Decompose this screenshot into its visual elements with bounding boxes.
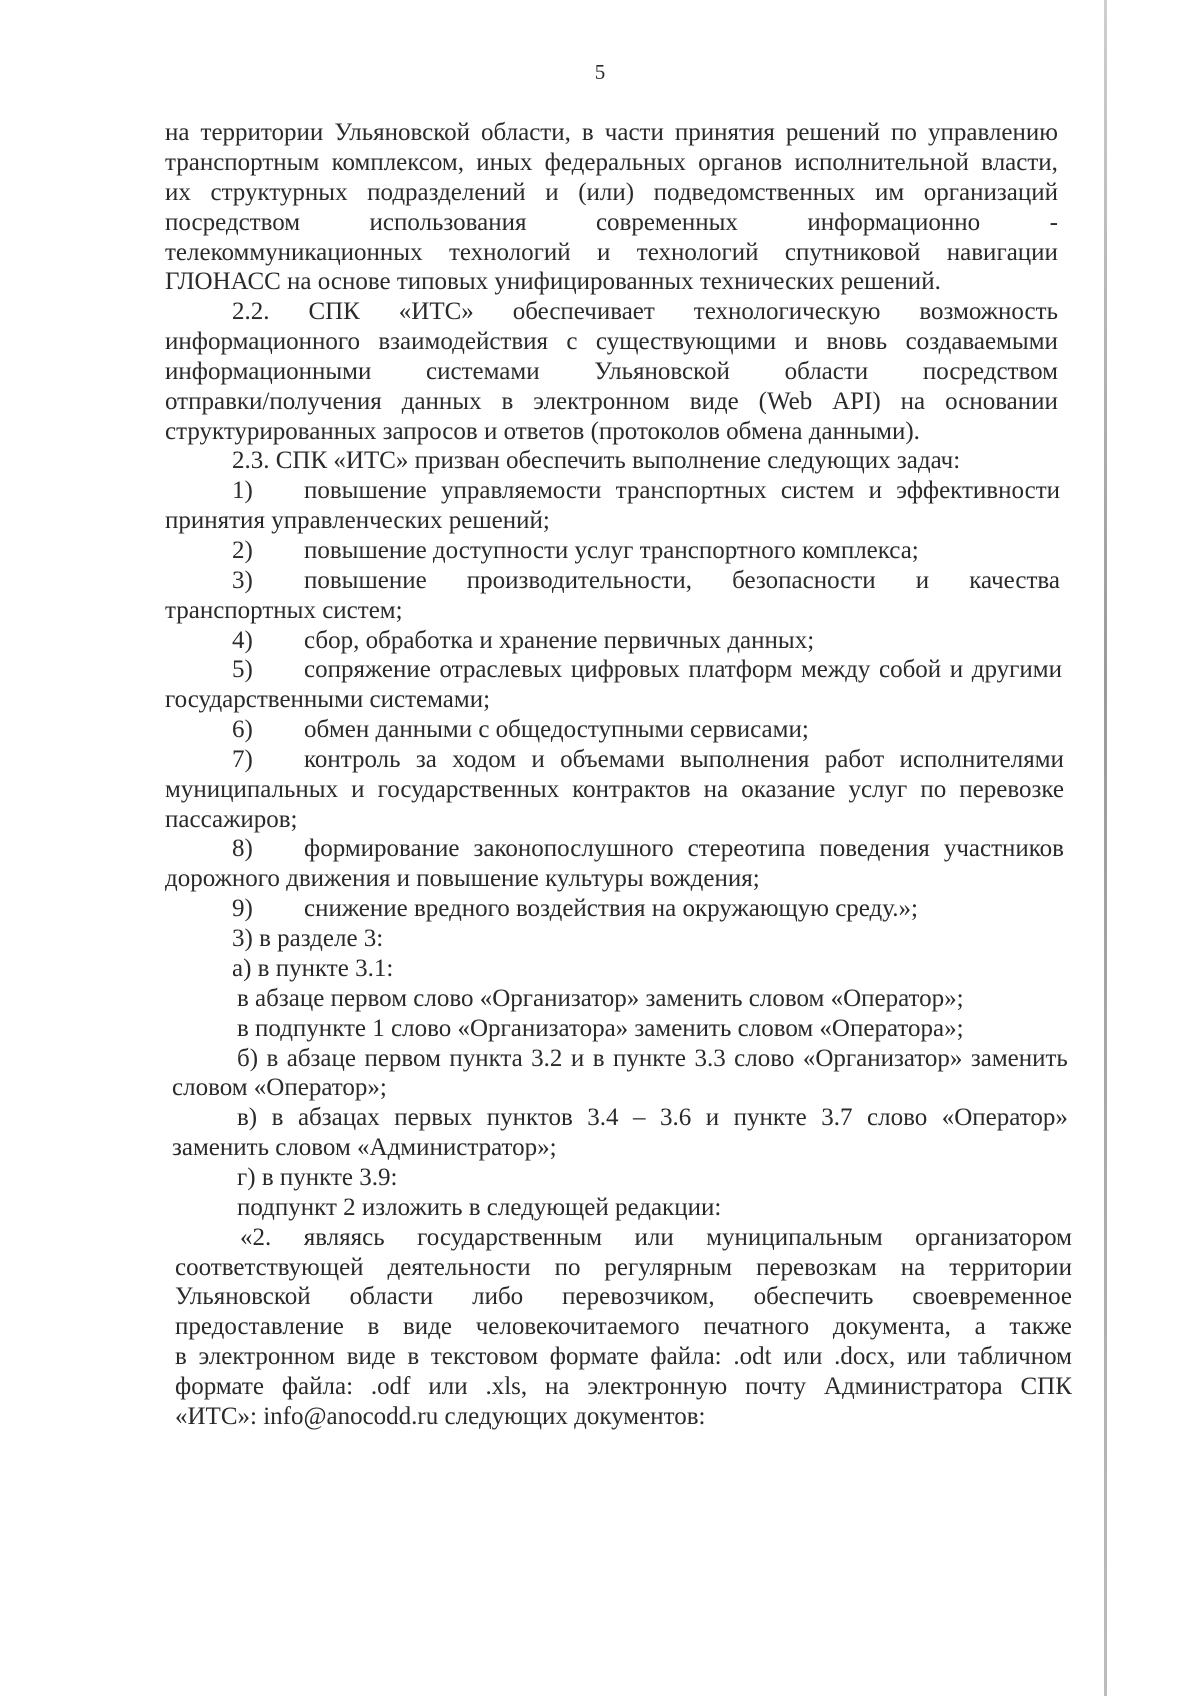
text-line: структурированных запросов и ответов (протоколов обмена данными). [165, 418, 920, 445]
text-line: предоставление в виде человекочитаемого печатного документа, а также [175, 1313, 1072, 1340]
text-line: 3) в разделе 3: [232, 925, 384, 952]
text-line: заменить словом «Администратор»; [172, 1134, 557, 1161]
text-line: подпункт 2 изложить в следующей редакции: [237, 1194, 722, 1221]
list-item-text: повышение доступности услуг транспортного комплекса; [304, 537, 919, 564]
list-item [232, 894, 918, 924]
list-item [232, 536, 919, 566]
list-item [232, 745, 1064, 775]
list-item-text: контроль за ходом и объемами выполнения работ исполнителями [304, 746, 1064, 773]
text-line: «ИТС»: info@anocodd.ru следующих документов: [175, 1403, 706, 1430]
text-line: 2.2. СПК «ИТС» обеспечивает технологическую возможность [232, 298, 1058, 325]
text-line: в подпункте 1 слово «Организатора» заменить словом «Оператора»; [237, 1015, 964, 1042]
list-item [232, 476, 1060, 506]
text-line: государственными системами; [165, 686, 491, 713]
list-item [232, 626, 814, 656]
text-line: их структурных подразделений и (или) подведомственных им организаций [165, 179, 1058, 206]
text-line: информационного взаимодействия с существующими и вновь создаваемыми [165, 328, 1058, 355]
list-item-number: 5) [232, 656, 253, 683]
text-line: ГЛОНАСС на основе типовых унифицированных технических решений. [165, 268, 941, 295]
list-item-text: снижение вредного воздействия на окружающую среду.»; [304, 895, 918, 922]
list-item-text: повышение производительности, безопасности и качества [304, 567, 1060, 594]
list-item-text: формирование законопослушного стереотипа поведения участников [304, 835, 1064, 862]
list-item [232, 655, 1062, 685]
text-line: г) в пункте 3.9: [237, 1164, 398, 1191]
list-item-text: обмен данными с общедоступными сервисами; [304, 716, 809, 743]
list-item [232, 834, 1064, 864]
text-line: телекоммуникационных технологий и технологий спутниковой навигации [165, 239, 1058, 266]
scan-edge-line [1104, 0, 1107, 1696]
text-line: муниципальных и государственных контрактов на оказание услуг по перевозке [165, 776, 1064, 803]
text-line: пассажиров; [165, 806, 298, 833]
list-item-text: сбор, обработка и хранение первичных данных; [304, 627, 815, 654]
text-line: в) в абзацах первых пунктов 3.4 – 3.6 и пункте 3.7 слово «Оператор» [237, 1104, 1068, 1131]
list-item-number: 8) [232, 835, 253, 862]
list-item-number: 7) [232, 746, 253, 773]
list-item-number: 4) [232, 627, 253, 654]
list-item-number: 6) [232, 716, 253, 743]
text-line: отправки/получения данных в электронном виде (Web API) на основании [165, 388, 1058, 415]
text-line: соответствующей деятельности по регулярным перевозкам на территории [175, 1254, 1072, 1281]
text-line: посредством использования современных информационно - [165, 209, 1058, 236]
list-item-number: 2) [232, 537, 253, 564]
text-line: а) в пункте 3.1: [232, 955, 394, 982]
text-line: транспортных систем; [165, 597, 403, 624]
text-line: в абзаце первом слово «Организатор» заменить словом «Оператор»; [237, 985, 964, 1012]
text-line: на территории Ульяновской области, в части принятия решений по управлению [165, 119, 1058, 146]
text-line: формате файла: .odf или .xls, на электронную почту Администратора СПК [175, 1373, 1072, 1400]
text-line: информационными системами Ульяновской области посредством [165, 358, 1058, 385]
text-line: в электронном виде в текстовом формате файла: .odt или .docx, или табличном [175, 1343, 1072, 1370]
page-number: 5 [594, 60, 606, 84]
list-item-text: сопряжение отраслевых цифровых платформ между собой и другими [304, 656, 1062, 683]
text-line: принятия управленческих решений; [165, 507, 550, 534]
list-item-number: 1) [232, 477, 253, 504]
text-line: словом «Оператор»; [172, 1074, 387, 1101]
list-item-number: 3) [232, 567, 253, 594]
list-item-number: 9) [232, 895, 253, 922]
list-item [232, 715, 809, 745]
text-line: транспортным комплексом, иных федеральных органов исполнительной власти, [165, 149, 1058, 176]
text-line: Ульяновской области либо перевозчиком, обеспечить своевременное [175, 1283, 1072, 1310]
list-item-text: повышение управляемости транспортных систем и эффективности [304, 477, 1060, 504]
text-line: дорожного движения и повышение культуры вождения; [165, 865, 760, 892]
list-item [232, 566, 1060, 596]
text-line: 2.3. СПК «ИТС» призван обеспечить выполнение следующих задач: [232, 447, 961, 474]
text-line: «2. являясь государственным или муниципальным организатором [240, 1224, 1072, 1251]
text-line: б) в абзаце первом пункта 3.2 и в пункте 3.3 слово «Организатор» заменить [237, 1045, 1068, 1072]
